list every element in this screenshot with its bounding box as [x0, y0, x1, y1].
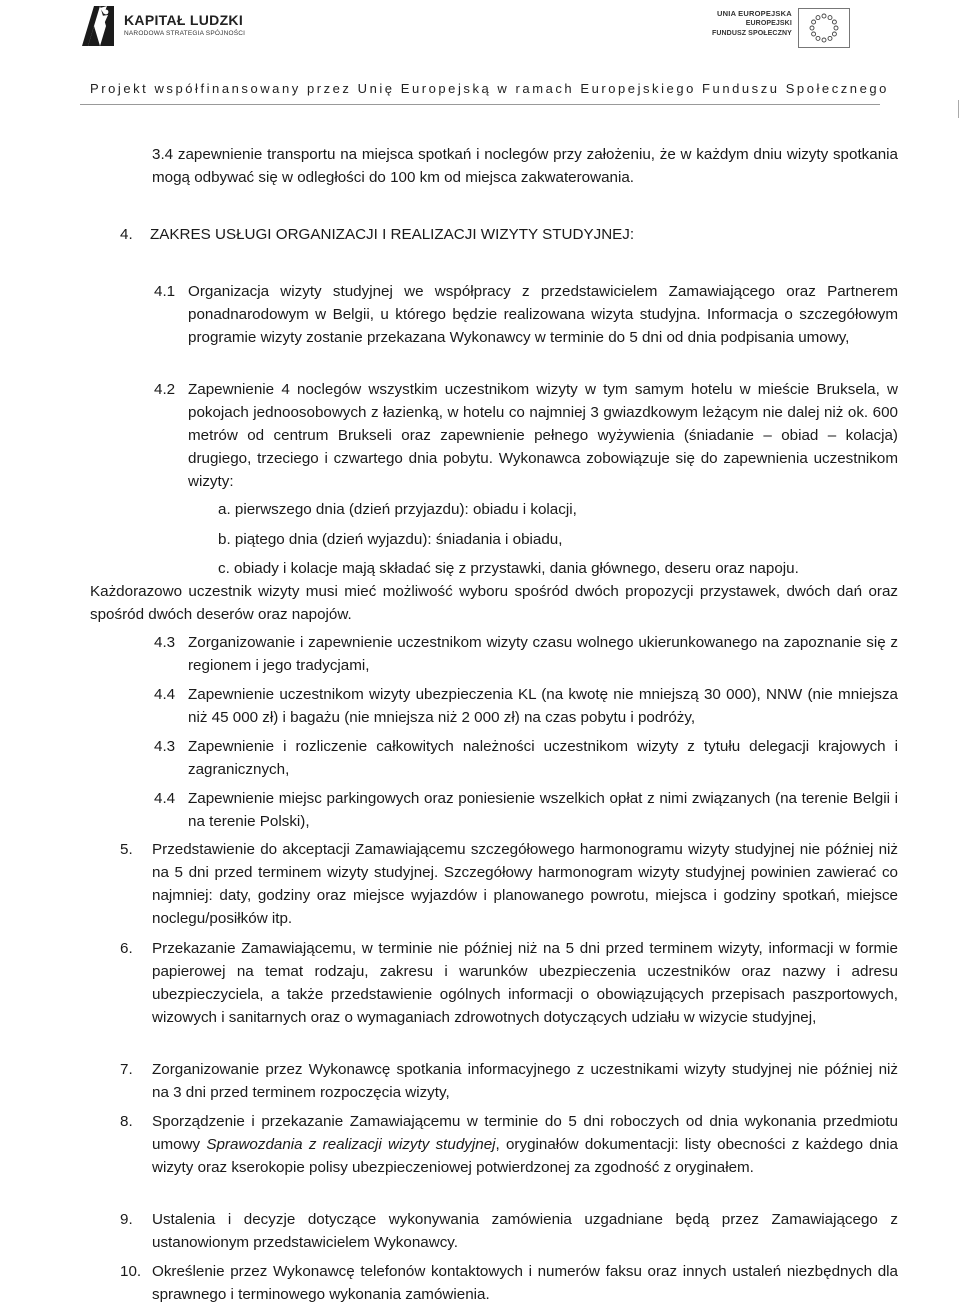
eu-logo-line2: EUROPEJSKI — [745, 20, 792, 27]
item-number: 6. — [120, 940, 133, 957]
item-4-4-parking — [154, 787, 898, 833]
eu-logo — [712, 8, 850, 48]
item-10 — [120, 1260, 898, 1305]
item-text: Zorganizowanie przez Wykonawcę spotkania informacyjnego z uczestnikami wizyty studyjnej nie później niż na 3 dni przed terminem rozpoczęcia wizyty, — [152, 1061, 898, 1101]
item-7 — [120, 1058, 898, 1104]
project-cofinancing-line: Projekt współfinansowany przez Unię Europejską w ramach Europejskiego Funduszu Społecznego — [90, 81, 889, 96]
item-text: Ustalenia i decyzje dotyczące wykonywania zamówienia uzgadniane będą przez Zamawiającego z ustanowionym przedstawicielem Wykonawcy. — [152, 1211, 898, 1251]
item-number: 4.4 — [154, 686, 176, 703]
item-4-1 — [154, 280, 898, 349]
item-text: Zorganizowanie i zapewnienie uczestnikom wizyty czasu wolnego ukierunkowanego na zapoznanie się z regionem i jego tradycjami, — [188, 634, 898, 674]
item-8 — [120, 1110, 899, 1179]
item-9 — [120, 1208, 898, 1254]
item-text: Zapewnienie i rozliczenie całkowitych należności uczestnikom wizyty z tytułu delegacji krajowych i zagranicznych, — [188, 738, 898, 778]
item-number: 5. — [120, 841, 133, 858]
item-4-3-delegation — [154, 735, 898, 781]
header-divider — [80, 104, 880, 105]
eu-logo-line1: UNIA EUROPEJSKA — [717, 9, 792, 18]
item-text: Określenie przez Wykonawcę telefonów kontaktowych i numerów faksu oraz innych ustaleń niezbędnych dla sprawnego i terminowego wykonania zamówienia. — [152, 1263, 898, 1303]
sub-item-c: c. obiady i kolacje mają składać się z przystawki, dania głównego, deseru oraz napoju. — [218, 560, 799, 577]
item-text: Przedstawienie do akceptacji Zamawiającemu szczegółowego harmonogramu wizyty studyjnej nie później niż na 5 dni przed terminem wizyty studyjnej. Szczegółowy harmonogram wizyty studyjnej powinien zawierać co najmniej: daty, godziny oraz miejsce wyjazdów i planowanego powrotu, miejsca i godziny spotkań, miejsce noclegu/posiłków itp. — [152, 841, 898, 927]
eu-flag-icon — [798, 8, 850, 48]
kapital-ludzki-name: KAPITAŁ LUDZKI — [124, 12, 244, 28]
kapital-ludzki-logo — [80, 2, 245, 48]
item-text: Przekazanie Zamawiającemu, w terminie nie później niż na 5 dni przed terminem wizyty, informacji w formie papierowej na temat rodzaju, zakresu i warunków ubezpieczenia uczestników oraz nazwy i adresu ubezpieczyciela, a także przedstawienie ogólnych informacji o obowiązujących przepisach paszportowych, wizowych i sanitarnych oraz o wymaganiach zdrowotnych dotyczących udziału w wizycie studyjnej, — [152, 940, 898, 1026]
item-4-3-leisure — [154, 631, 898, 677]
item-4-2 — [154, 378, 898, 493]
kapital-ludzki-emblem-icon — [80, 2, 116, 48]
item-text-part1: Sporządzenie i przekazanie Zamawiającemu w terminie do 5 dni roboczych od dnia wykonania przedmiotu umowy — [152, 1113, 898, 1153]
item-text: Organizacja wizyty studyjnej we współpracy z przedstawicielem Zamawiającego oraz Partnerem ponadnarodowym w Belgii, u którego będzie realizowana wizyta studyjna. Informacja o szczegółowym programie wizyty zostanie przekazana Wykonawcy w terminie do 5 dni od dnia podpisania umowy, — [188, 283, 898, 346]
item-number: 4.1 — [154, 283, 176, 300]
item-number: 4.3 — [154, 634, 176, 651]
margin-marker — [958, 100, 959, 118]
item-text: Zapewnienie uczestnikom wizyty ubezpieczenia KL (na kwotę nie mniejszą 30 000), NNW (nie mniejsza niż 45 000 zł) i bagażu (nie mniejsza niż 2 000 zł) na czas pobytu i podróży, — [188, 686, 898, 726]
item-6 — [120, 937, 898, 1029]
sub-item-a: a. pierwszego dnia (dzień przyjazdu): obiadu i kolacji, — [218, 501, 577, 518]
section-heading-4 — [120, 223, 880, 246]
item-4-2-meal-choice: Każdorazowo uczestnik wizyty musi mieć możliwość wyboru spośród dwóch propozycji przystawek, dwóch dań oraz spośród dwóch deserów oraz napojów. — [90, 583, 898, 623]
item-number: 3.4 — [152, 146, 174, 163]
item-number: 10. — [120, 1263, 142, 1280]
report-title: Sprawozdania z realizacji wizyty studyjnej — [206, 1136, 496, 1153]
kapital-ludzki-subtitle: NARODOWA STRATEGIA SPÓJNOŚCI — [124, 30, 246, 37]
item-number: 4.4 — [154, 790, 176, 807]
item-text-part2: , oryginałów dokumentacji: listy obecności z każdego dnia wizyty oraz kserokopie polisy ubezpieczeniowej potwierdzonej za zgodność z oryginałem. — [152, 1136, 899, 1176]
item-number: 8. — [120, 1113, 133, 1130]
item-4-4-insurance — [154, 683, 898, 729]
item-number: 4.3 — [154, 738, 176, 755]
section-title: ZAKRES USŁUGI ORGANIZACJI I REALIZACJI WIZYTY STUDYJNEJ: — [150, 226, 635, 243]
item-number: 4.2 — [154, 381, 176, 398]
item-3-4 — [152, 143, 898, 189]
eu-logo-line3: FUNDUSZ SPOŁECZNY — [712, 30, 792, 37]
item-number: 4. — [120, 226, 133, 243]
sub-item-b: b. piątego dnia (dzień wyjazdu): śniadania i obiadu, — [218, 531, 563, 548]
item-text: Zapewnienie 4 noclegów wszystkim uczestnikom wizyty w tym samym hotelu w mieście Bruksela, w pokojach jednoosobowych z łazienką, w hotelu co najmniej 3 gwiazdkowym leżącym nie dalej niż ok. 600 metrów od centrum Brukseli oraz zapewnienie pełnego wyżywienia (śniadanie – obiad – kolacja) drugiego, trzeciego i czwartego dnia pobytu. Wykonawca zobowiązuje się do zapewnienia uczestnikom wizyty: — [188, 381, 898, 490]
item-text: Zapewnienie miejsc parkingowych oraz poniesienie wszelkich opłat z nimi związanych (na terenie Belgii i na terenie Polski), — [188, 790, 898, 830]
item-text: zapewnienie transportu na miejsca spotkań i noclegów przy założeniu, że w każdym dniu wizyty spotkania mogą odbywać się w odległości do 100 km od miejsca zakwaterowania. — [152, 146, 898, 186]
item-number: 9. — [120, 1211, 133, 1228]
item-number: 7. — [120, 1061, 133, 1078]
item-5 — [120, 838, 898, 930]
